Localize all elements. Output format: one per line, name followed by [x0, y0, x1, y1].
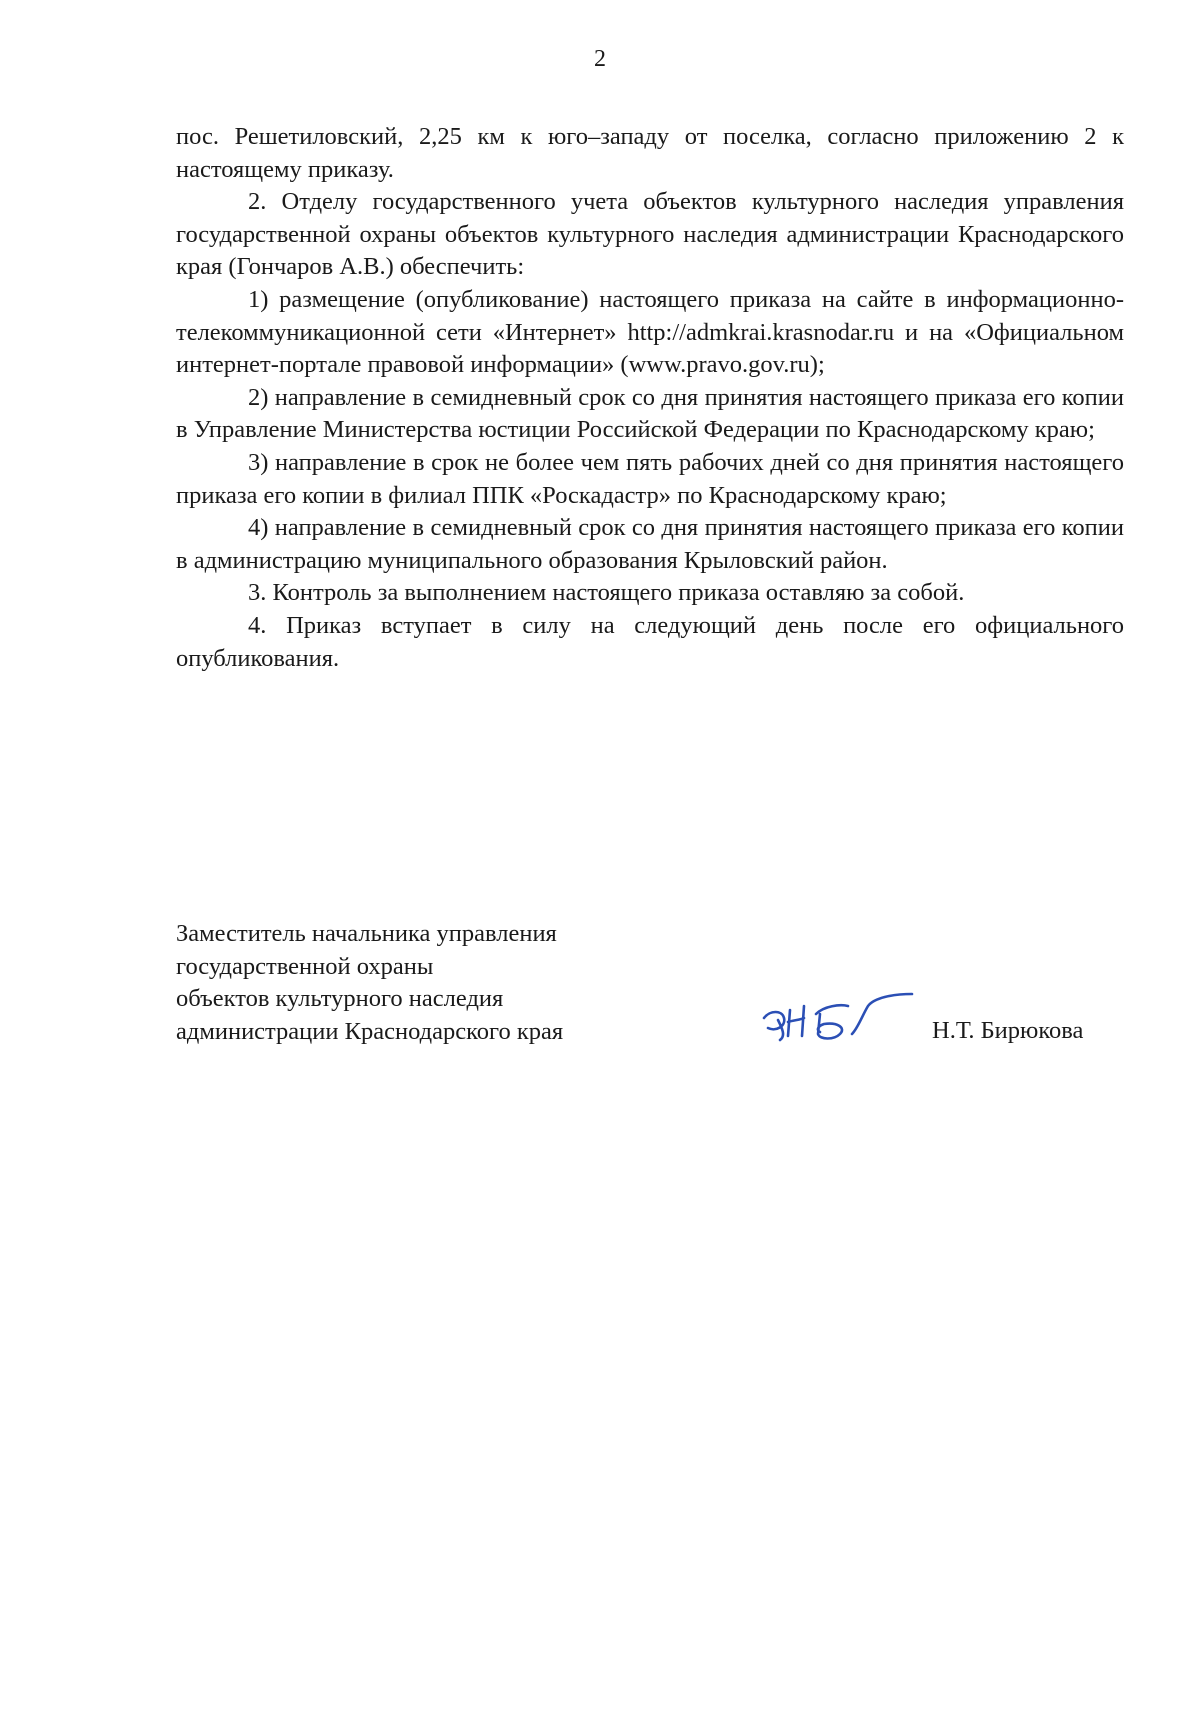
- paragraph-subitem-1: 1) размещение (опубликование) настоящего приказа на сайте в информационно-телекоммуникационной сети «Интернет» http://admkrai.krasnodar.ru и на «Официальном интернет-портале правовой информации» (www.pravo.gov.ru);: [176, 285, 1124, 379]
- paragraph-item-4: 4. Приказ вступает в силу на следующий день после его официального опубликования.: [176, 611, 1124, 672]
- signatory-title-line: Заместитель начальника управления: [176, 920, 557, 947]
- paragraph-subitem-4: 4) направление в семидневный срок со дня принятия настоящего приказа его копии в администрацию муниципального образования Крыловский район.: [176, 514, 1124, 574]
- signatory-title-line: государственной охраны: [176, 952, 434, 980]
- signature-stroke: [852, 994, 912, 1034]
- document-body: [176, 121, 1124, 675]
- signatory-title-line: объектов культурного наследия: [176, 985, 504, 1013]
- signature-stroke: [816, 1005, 848, 1038]
- paragraph-item-3: 3. Контроль за выполнением настоящего приказа оставляю за собой.: [248, 579, 965, 607]
- page-number: 2: [594, 46, 606, 72]
- signatory-title: [176, 918, 563, 1048]
- paragraph-continuation: пос. Решетиловский, 2,25 км к юго–западу от поселка, согласно приложению 2 к настоящему приказу.: [176, 123, 1124, 183]
- handwritten-signature: [758, 988, 916, 1046]
- signature-stroke: [764, 1012, 784, 1040]
- signature-stroke: [788, 1006, 804, 1036]
- signer-name: Н.Т. Бирюкова: [932, 1017, 1084, 1044]
- paragraph-subitem-3: 3) направление в срок не более чем пять рабочих дней со дня принятия настоящего приказа его копии в филиал ППК «Роскадастр» по Краснодарскому краю;: [176, 448, 1124, 509]
- paragraph-subitem-2: 2) направление в семидневный срок со дня принятия настоящего приказа его копии в Управление Министерства юстиции Российской Федерации по Краснодарскому краю;: [176, 383, 1124, 444]
- paragraph-item-2: 2. Отделу государственного учета объектов культурного наследия управления государственной охраны объектов культурного наследия администрации Краснодарского края (Гончаров А.В.) обеспечить:: [176, 188, 1124, 281]
- signatory-title-line: администрации Краснодарского края: [176, 1017, 564, 1045]
